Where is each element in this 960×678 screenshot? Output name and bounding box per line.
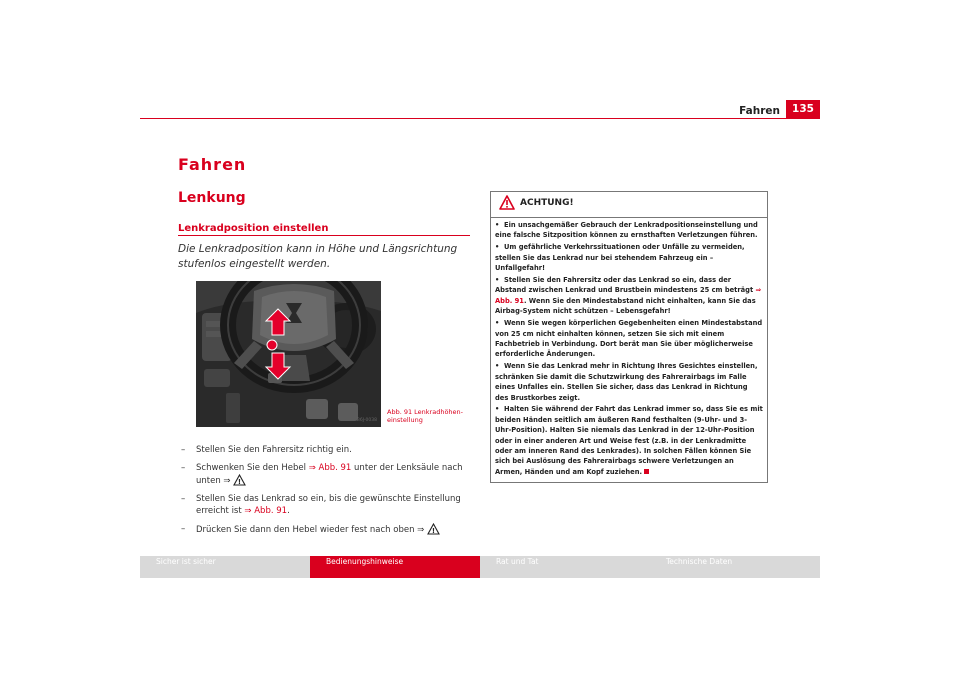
warning-text: Halten Sie während der Fahrt das Lenkrad immer so, dass Sie es mit beiden Händen seitlich am äußeren Rand festhalten (9-Uhr- und 3-Uhr-Position). Halten Sie niemals das Lenkrad in der 12-Uhr-Position oder in einer anderen Art und Weise fest (z.B. in der Lenkradmitte oder am inneren Rand des Lenkrades). In solchen Fällen können Sie sich bei Auslösung des Fahrerairbags schwere Verletzungen an Armen, Händen und am Kopf zuziehen. — [495, 405, 763, 476]
step-text: Drücken Sie dann den Hebel wieder fest nach oben ⇒ — [196, 525, 427, 535]
figure-reference-link[interactable]: ⇒ Abb. 91 — [308, 463, 352, 473]
footer-tab[interactable]: Technische Daten — [666, 557, 733, 566]
chapter-heading: Fahren — [178, 155, 247, 174]
warning-reference-icon-symbol: ! — [431, 527, 436, 535]
step-dash: – — [181, 463, 186, 473]
running-header-title: Fahren — [739, 105, 780, 117]
steering-wheel-illustration — [196, 281, 381, 427]
warning-title: ACHTUNG! — [520, 198, 574, 208]
warning-text: Um gefährliche Verkehrssituationen oder Unfälle zu vermeiden, stellen Sie das Lenkrad nur bei stehendem Fahrzeug ein – Unfallgefahr! — [495, 243, 745, 273]
warning-text: Wenn Sie wegen körperlichen Gegebenheiten einen Mindestabstand von 25 cm nicht einhalten können, setzen Sie sich mit einem Fachbetrieb in Verbindung. Dort berät man Sie über möglicherweise erforderliche Änderungen. — [495, 319, 763, 359]
footer-tab[interactable]: Bedienungshinweise — [310, 556, 480, 578]
step-text: unter der Lenksäule nach unten ⇒ — [196, 463, 463, 486]
step-text: . — [287, 506, 290, 516]
footer-tab[interactable]: Rat und Tat — [496, 557, 539, 566]
bullet-mark: • — [495, 319, 500, 328]
figure-caption: Abb. 91 Lenkradhöhen-einstellung — [387, 408, 464, 424]
steering-wheel-figure — [196, 281, 381, 427]
warning-header — [491, 192, 767, 218]
warning-reference-icon[interactable] — [427, 523, 440, 535]
warning-text: Wenn Sie das Lenkrad mehr in Richtung Ihres Gesichtes einstellen, schränken Sie damit die Schutzwirkung des Fahrerairbags im Falle eines Unfalles ein. Stellen Sie sicher, dass das Lenkrad in Richtung des Brustkorbes zeigt. — [495, 362, 758, 402]
step-item — [178, 444, 473, 456]
page-number: 135 — [786, 100, 820, 118]
step-dash: – — [181, 524, 186, 534]
step-dash: – — [181, 494, 186, 504]
warning-items — [491, 218, 767, 477]
step-item — [178, 523, 473, 536]
warning-text: Stellen Sie den Fahrersitz oder das Lenkrad so ein, dass der Abstand zwischen Lenkrad und Brustbein mindestens 25 cm beträgt — [495, 276, 756, 295]
header-rule — [140, 118, 820, 119]
warning-text: . Wenn Sie den Mindestabstand nicht einhalten, kann Sie das Airbag-System nicht schützen – Lebensgefahr! — [495, 296, 756, 316]
bullet-mark: • — [495, 362, 500, 371]
subsection-rule — [178, 235, 470, 236]
warning-box — [490, 191, 768, 483]
bullet-mark: • — [495, 221, 500, 229]
warning-item — [495, 361, 763, 403]
step-item — [178, 493, 473, 517]
instruction-steps — [178, 444, 473, 542]
step-text: Stellen Sie den Fahrersitz richtig ein. — [196, 445, 352, 455]
figure-reference-link[interactable]: ⇒ Abb. 91 — [495, 286, 762, 305]
intro-text: Die Lenkradposition kann in Höhe und Längsrichtung stufenlos eingestellt werden. — [178, 243, 458, 270]
step-text: Schwenken Sie den Hebel — [196, 463, 309, 473]
step-dash: – — [181, 445, 186, 455]
figure-code: B6J-0038 — [356, 418, 377, 423]
warning-reference-icon-symbol: ! — [238, 478, 242, 486]
warning-triangle-icon — [499, 195, 515, 210]
warning-item — [495, 242, 763, 273]
warning-reference-icon[interactable] — [233, 474, 246, 486]
bullet-mark: • — [495, 276, 500, 285]
warning-item — [495, 318, 763, 360]
warning-item — [495, 404, 763, 477]
subsection-heading: Lenkradposition einstellen — [178, 223, 329, 234]
warning-text: Ein unsachgemäßer Gebrauch der Lenkradpositionseinstellung und eine falsche Sitzposition können zu ernsthaften Verletzungen führen. — [495, 221, 758, 240]
step-item — [178, 462, 473, 487]
footer-tab[interactable]: Sicher ist sicher — [156, 557, 216, 566]
figure-reference-link[interactable]: ⇒ Abb. 91 — [244, 506, 288, 516]
warning-item — [495, 275, 763, 317]
step-text: Stellen Sie das Lenkrad so ein, bis die gewünschte Einstellung erreicht ist — [196, 494, 461, 516]
footer-nav — [140, 556, 820, 578]
end-of-section-mark — [644, 469, 649, 474]
bullet-mark: • — [495, 243, 500, 252]
warning-item — [495, 220, 763, 241]
bullet-mark: • — [495, 405, 500, 414]
section-heading: Lenkung — [178, 190, 246, 206]
